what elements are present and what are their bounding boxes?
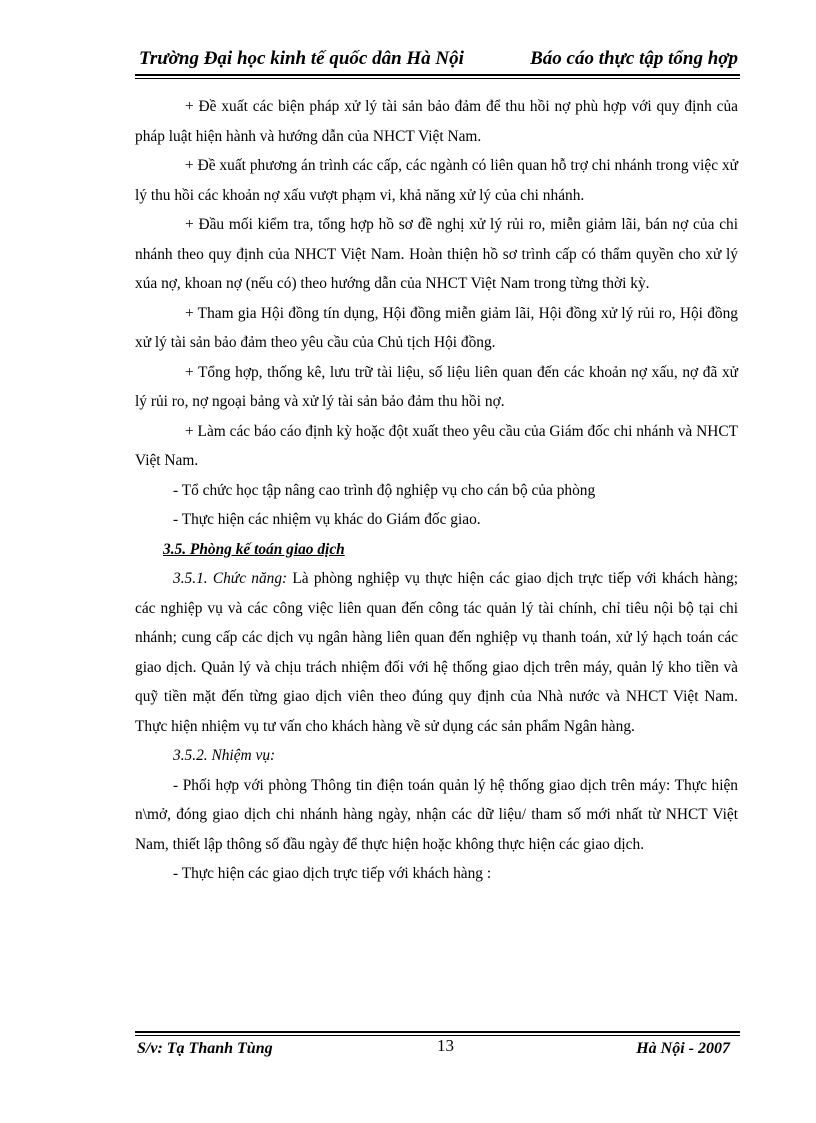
- section-heading: [135, 535, 738, 565]
- page-body: [135, 92, 738, 889]
- paragraph: - Thực hiện các nhiệm vụ khác do Giám đốc giao.: [173, 511, 481, 528]
- page-footer: [135, 1038, 740, 1062]
- paragraph: + Đề xuất các biện pháp xử lý tài sản bảo đảm để thu hồi nợ phù hợp với quy định của pháp luật hiện hành và hướng dẫn của NHCT Việt Nam.: [135, 98, 738, 145]
- page-number: 13: [437, 1036, 454, 1055]
- section-heading-text: 3.5. Phòng kế toán giao dịch: [163, 540, 345, 558]
- footer-place-year: Hà Nội - 2007: [636, 1040, 730, 1057]
- paragraph: - Thực hiện các giao dịch trực tiếp với khách hàng :: [173, 865, 492, 882]
- subsection-label: 3.5.2. Nhiệm vụ:: [173, 747, 276, 764]
- paragraph: - Phối hợp với phòng Thông tin điện toán quản lý hệ thống giao dịch trên máy: Thực hiện n\mở, đóng giao dịch chi nhánh hàng ngày, nhận các dữ liệu/ tham số mới nhất từ NHCT Việt Nam, thiết lập thông số đầu ngày để thực hiện hoặc không thực hiện các giao dịch.: [135, 776, 738, 853]
- paragraph: + Làm các báo cáo định kỳ hoặc đột xuất theo yêu cầu của Giám đốc chi nhánh và NHCT Việt Nam.: [135, 422, 738, 469]
- footer-rule: [135, 1031, 740, 1033]
- subsection-label: 3.5.1. Chức năng:: [173, 570, 288, 587]
- paragraph: + Đề xuất phương án trình các cấp, các ngành có liên quan hỗ trợ chi nhánh trong việc xử lý thu hồi các khoản nợ xấu vượt phạm vi, khả năng xử lý của chi nhánh.: [135, 157, 738, 204]
- paragraph: + Tổng hợp, thống kê, lưu trữ tài liệu, số liệu liên quan đến các khoản nợ xấu, nợ đã xử lý rủi ro, nợ ngoại bảng và xử lý tài sản bảo đảm thu hồi nợ.: [135, 363, 738, 410]
- paragraph-text: Là phòng nghiệp vụ thực hiện các giao dịch trực tiếp với khách hàng; các nghiệp vụ và các công việc liên quan đến công tác quản lý tài chính, chỉ tiêu nội bộ tại chi nhánh; cung cấp các dịch vụ ngân hàng liên quan đến nghiệp vụ thanh toán, xử lý hạch toán các giao dịch. Quản lý và chịu trách nhiệm đối với hệ thống giao dịch trên máy, quản lý kho tiền và quỹ tiền mặt đến từng giao dịch viên theo đúng quy định của Nhà nước và NHCT Việt Nam. Thực hiện nhiệm vụ tư vấn cho khách hàng về sử dụng các sản phẩm Ngân hàng.: [135, 570, 738, 735]
- footer-student: S/v: Tạ Thanh Tùng: [137, 1040, 273, 1057]
- paragraph: + Tham gia Hội đồng tín dụng, Hội đồng miễn giảm lãi, Hội đồng xử lý rủi ro, Hội đồng xử lý tài sản bảo đảm theo yêu cầu của Chủ tịch Hội đồng.: [135, 304, 738, 351]
- paragraph: - Tổ chức học tập nâng cao trình độ nghiệp vụ cho cán bộ của phòng: [173, 481, 596, 499]
- header-report-title: Báo cáo thực tập tổng hợp: [530, 48, 738, 69]
- header-rule: [135, 74, 740, 76]
- page-header: [135, 48, 740, 74]
- header-rule-thin: [135, 78, 740, 79]
- paragraph-function: [135, 564, 738, 741]
- header-school: Trường Đại học kinh tế quốc dân Hà Nội: [139, 48, 464, 69]
- paragraph: + Đầu mối kiểm tra, tổng hợp hồ sơ đề nghị xử lý rủi ro, miễn giảm lãi, bán nợ của chi nhánh theo quy định của NHCT Việt Nam. Hoàn thiện hồ sơ trình cấp có thẩm quyền cho xử lý xúa nợ, khoan nợ (nếu có) theo hướng dẫn của NHCT Việt Nam trong từng thời kỳ.: [135, 216, 738, 292]
